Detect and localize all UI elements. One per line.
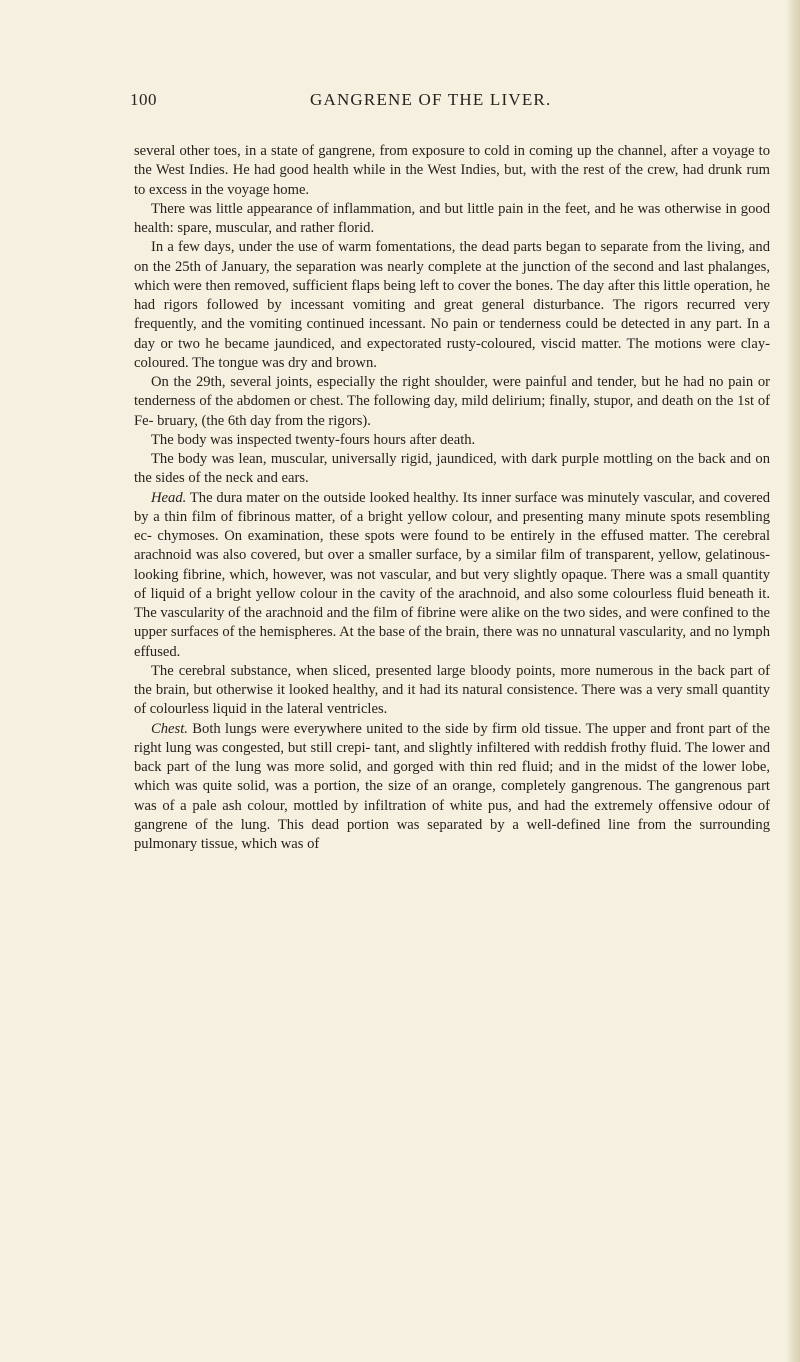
paragraph-4: On the 29th, several joints, especially the right shoulder, were painful and tender, but he had no pain or tenderness of the abdomen or chest. The following day, mild delirium; finally, stupor, and death on the 1st of Fe- bruary, (the 6th day from the rigors). <box>134 374 770 429</box>
page-header <box>130 90 770 116</box>
page-edge-shadow <box>786 0 800 1362</box>
paragraph-8: The cerebral substance, when sliced, presented large bloody points, more numerous in the back part of the brain, but otherwise it looked healthy, and it had its natural consistence. There was a very small quantity of colourless liquid in the lateral ventricles. <box>134 662 770 718</box>
page-number: 100 <box>130 90 157 109</box>
paragraph-head-section: Head. The dura mater on the outside looked healthy. Its inner surface was minutely vascular, and covered by a thin film of fibrinous matter, of a bright yellow colour, and presenting many minute spots resembling ec- chymoses. On examination, these spots were found to be entirely in the effused matter. The cerebral arachnoid was also covered, but over a smaller surface, by a similar film of transparent, yellow, gelatinous-looking fibrine, which, however, was not vascular, and but very slightly opaque. There was a small quantity of liquid of a bright yellow colour in the cavity of the arachnoid, and also some colourless fluid beneath it. The vascularity of the arachnoid and the film of fibrine were alike on the two sides, and were confined to the upper surfaces of the hemispheres. At the base of the brain, there was no unnatural vascularity, and no lymph effused. <box>134 489 770 660</box>
paragraph-chest-section: Chest. Both lungs were everywhere united to the side by firm old tissue. The upper and front part of the right lung was congested, but still crepi- tant, and slightly infiltered with reddish frothy fluid. The lower and back part of the lung was more solid, and gorged with thin red fluid; and in the midst of the lower lobe, which was quite solid, was a portion, the size of an orange, completely gangrenous. The gangrenous part was of a pale ash colour, mottled by infiltration of white pus, and had the extremely offensive odour of gangrene of the lung. This dead portion was separated by a well-defined line from the surrounding pulmonary tissue, which was of <box>134 720 770 852</box>
paragraph-3: In a few days, under the use of warm fomentations, the dead parts began to separate from the living, and on the 25th of January, the separation was nearly complete at the junction of the second and last phalanges, which were then removed, sufficient flaps being left to cover the bones. The day after this little operation, he had rigors followed by incessant vomiting and great general disturbance. The rigors recurred very frequently, and the vomiting continued incessant. No pain or tenderness could be detected in any part. In a day or two he became jaundiced, and expectorated rusty-coloured, viscid matter. The motions were clay-coloured. The tongue was dry and brown. <box>134 239 770 371</box>
paragraph-5: The body was inspected twenty-fours hours after death. <box>151 431 476 448</box>
section-lead-head: Head. <box>151 489 187 506</box>
section-lead-chest: Chest. <box>151 720 188 737</box>
running-head: GANGRENE OF THE LIVER. <box>310 90 552 109</box>
paragraph-2: There was little appearance of inflammation, and but little pain in the feet, and he was otherwise in good health: spare, muscular, and rather florid. <box>134 200 770 236</box>
body-text <box>134 142 770 854</box>
paragraph-1: several other toes, in a state of gangrene, from exposure to cold in coming up the channel, after a voyage to the West Indies. He had good health while in the West Indies, but, with the rest of the crew, had drunk rum to excess in the voyage home. <box>134 143 770 198</box>
paragraph-6: The body was lean, muscular, universally rigid, jaundiced, with dark purple mottling on the back and on the sides of the neck and ears. <box>134 451 770 487</box>
